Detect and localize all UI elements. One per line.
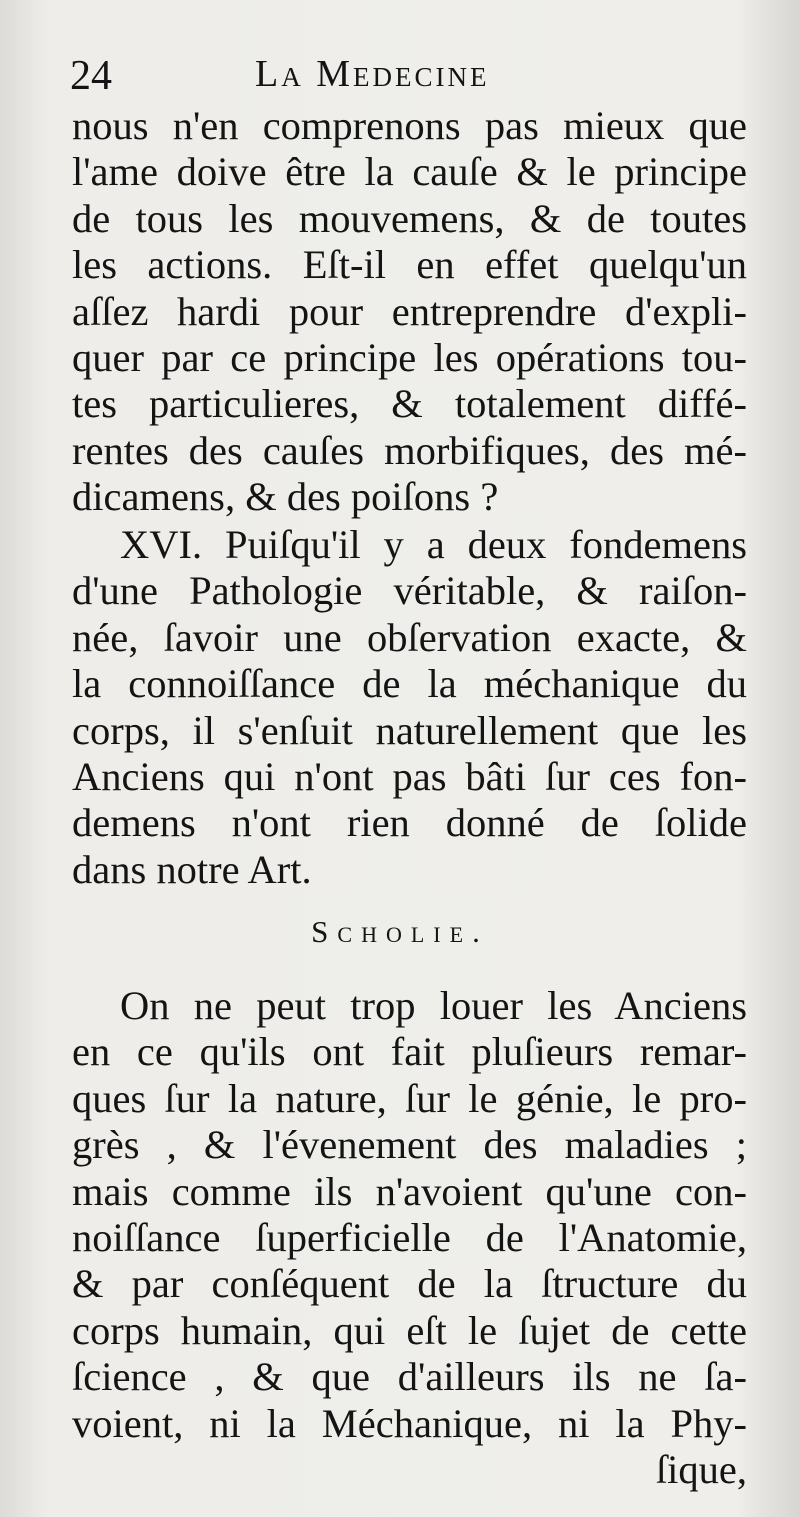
text-line: la connoiſſance de la méchanique du (72, 661, 747, 707)
page-number: 24 (70, 53, 112, 99)
text-line: corps humain, qui eſt le ſujet de cette (72, 1307, 747, 1353)
text-line: voient, ni la Méchanique, ni la Phy- (72, 1400, 747, 1446)
text-line: & par conſéquent de la ſtructure du (72, 1261, 747, 1307)
text-line: noiſſance ſuperficielle de l'Anatomie, (72, 1214, 747, 1260)
text-line: née, ſavoir une obſervation exacte, & (72, 614, 747, 660)
text-line: aſſez hardi pour entreprendre d'expli- (72, 288, 747, 334)
text-line: en ce qu'ils ont fait pluſieurs remar- (72, 1029, 747, 1075)
text-line: les actions. Eſt-il en effet quelqu'un (72, 242, 747, 288)
text-line: de tous les mouvemens, & de toutes (72, 195, 747, 241)
page-header (70, 48, 750, 104)
text-line: l'ame doive être la cauſe & le principe (72, 149, 747, 195)
text-line: nous n'en comprenons pas mieux que (72, 103, 747, 148)
text-line: demens n'ont rien donné de ſolide (72, 800, 747, 846)
text-line: quer par ce principe les opérations tou- (72, 334, 747, 380)
catchword: ſique, (655, 1446, 747, 1492)
paragraph-scholie (72, 983, 747, 1493)
text-line: rentes des cauſes morbifiques, des mé- (72, 427, 747, 473)
text-line: On ne peut trop louer les Anciens (120, 983, 747, 1028)
paragraph-xvi (72, 522, 747, 893)
text-line: Anciens qui n'ont pas bâti ſur ces fon- (72, 753, 747, 799)
text-line: d'une Pathologie véritable, & raiſon- (72, 568, 747, 614)
text-line: XVI. Puiſqu'il y a deux fondemens (120, 522, 747, 567)
text-line: tes particulieres, & totalement diffé- (72, 381, 747, 427)
text-line: dicamens, & des poiſons ? (72, 474, 499, 520)
running-head: La Medecine (255, 53, 490, 95)
text-line: dans notre Art. (72, 846, 312, 892)
text-line: corps, il s'enſuit naturellement que les (72, 707, 747, 753)
text-line: ſcience , & que d'ailleurs ils ne ſa- (72, 1354, 747, 1400)
text-line: mais comme ils n'avoient qu'une con- (72, 1168, 747, 1214)
text-line: grès , & l'évenement des maladies ; (72, 1122, 747, 1168)
section-heading: Scholie. (311, 914, 489, 949)
text-line: ques ſur la nature, ſur le génie, le pro- (72, 1075, 747, 1121)
paragraph-continuation (72, 103, 747, 521)
